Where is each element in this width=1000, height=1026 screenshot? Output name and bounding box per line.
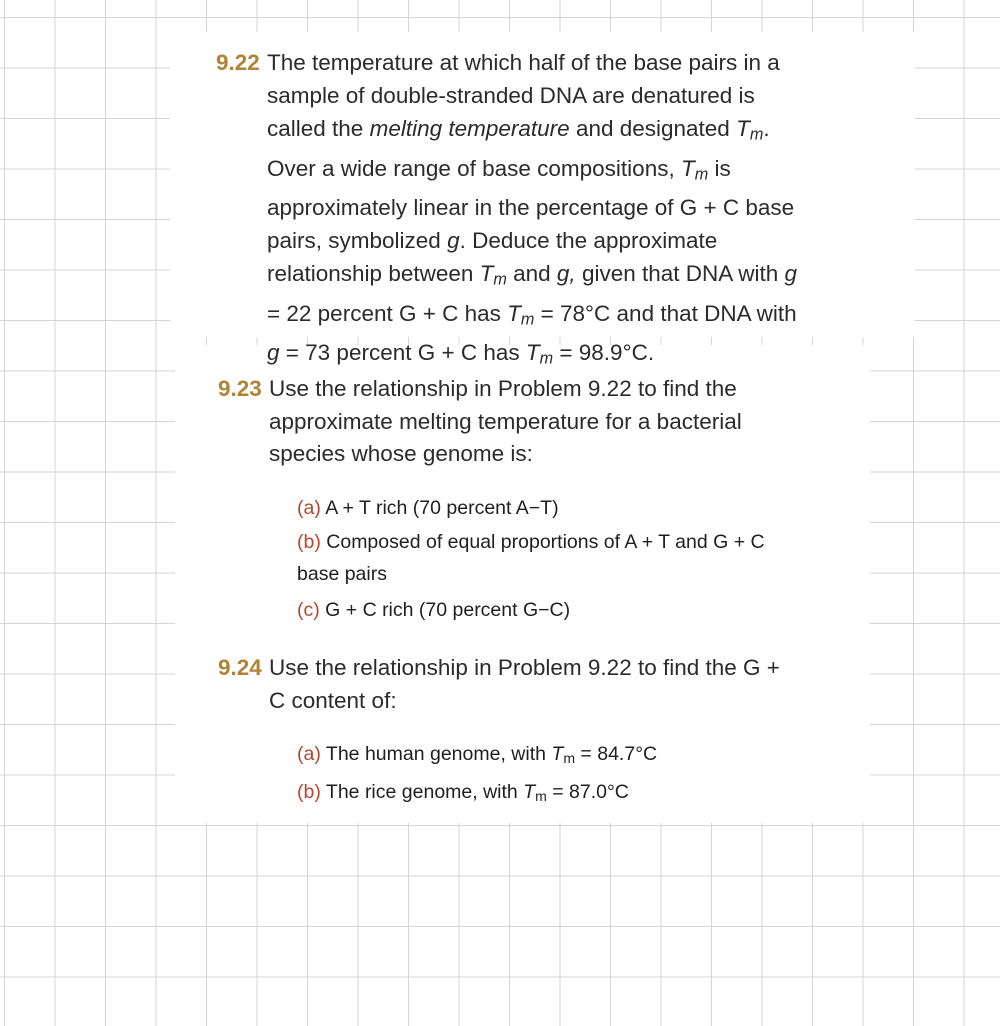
text-line: approximately linear in the percentage of G + C base <box>267 195 795 221</box>
text-line: species whose genome is: <box>269 441 533 466</box>
sub-question-b: (b) Composed of equal proportions of A + T and G + C <box>297 531 765 553</box>
text-line: sample of double-stranded DNA are denatured is <box>267 83 755 108</box>
problem-text <box>269 373 742 471</box>
text-line: C content of: <box>269 687 397 713</box>
text-line: Use the relationship in Problem 9.22 to find the <box>269 376 737 401</box>
text-line: Use the relationship in Problem 9.22 to find the G + <box>269 655 780 680</box>
text-line: The temperature at which half of the base pairs in a <box>267 50 780 75</box>
problem-9-22 <box>216 46 856 368</box>
sub-question-a: (a) The human genome, with $T_m = 84.7^\circ C$ <box>297 743 658 767</box>
text-line: approximate melting temperature for a bacterial <box>269 408 742 434</box>
problem-number: 9.24 <box>218 655 262 680</box>
text-line: pairs, symbolized g. Deduce the approximate <box>267 228 718 254</box>
text-line: relationship between $T_m$ and g, given that DNA with g <box>267 261 798 289</box>
text-line: Over a wide range of base compositions, $T_m$ is <box>267 155 731 184</box>
sub-question-b: (b) The rice genome, with $T_m = 87.0^\circ C$ <box>297 781 629 805</box>
problem-text <box>269 652 780 717</box>
text-line: g = 73 percent G + C has $T_m = 98.9^\circ C$. <box>267 340 655 368</box>
sub-question-b-continued: base pairs <box>297 563 387 585</box>
text-line: = 22 percent G + C has $T_m = 78^\circ C$ and that DNA with <box>267 300 797 329</box>
problem-9-24 <box>218 652 858 812</box>
sub-question-a: (a) A + T rich (70 percent A−T) <box>297 497 559 519</box>
problem-number: 9.23 <box>218 376 262 401</box>
text-line: called the melting temperature and designated $T_m$. <box>267 116 770 144</box>
problem-number: 9.22 <box>216 50 260 75</box>
problem-text <box>267 46 797 376</box>
sub-question-c: (c) G + C rich (70 percent G−C) <box>297 599 571 621</box>
problem-9-23 <box>218 373 858 633</box>
